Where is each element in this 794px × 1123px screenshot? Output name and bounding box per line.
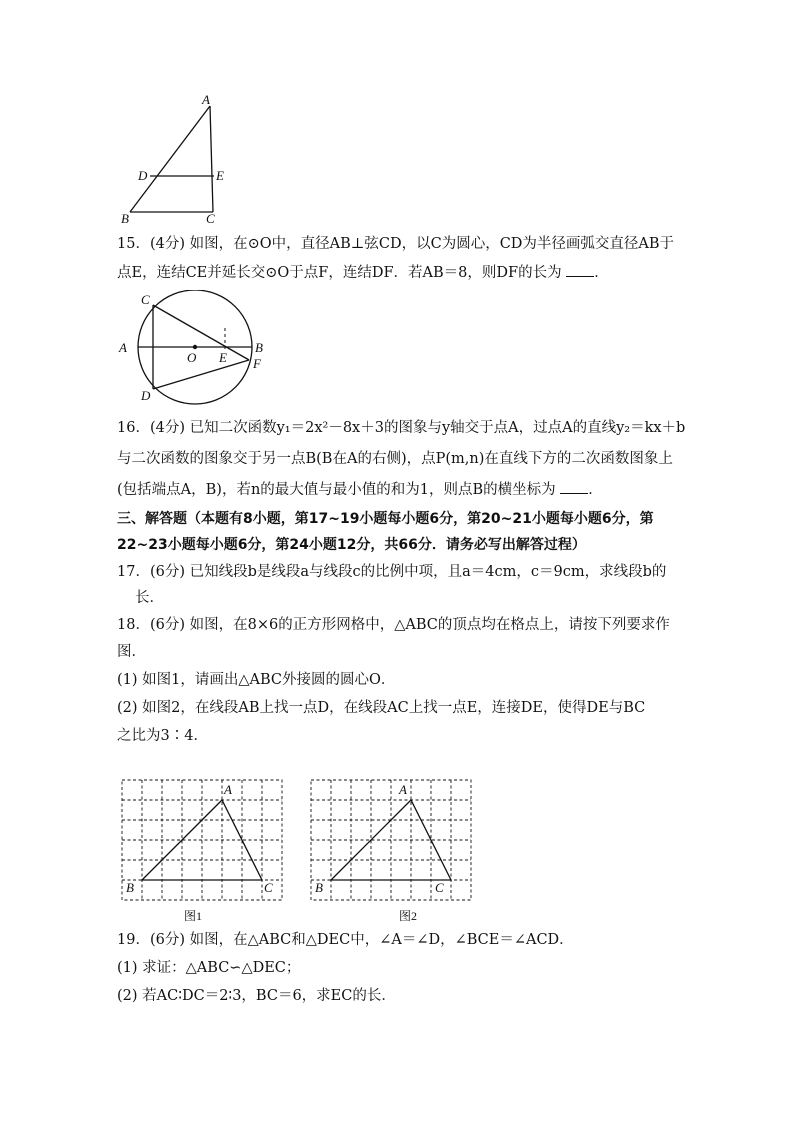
grid2-label-a: A	[399, 782, 407, 797]
fig2-caption: 图2	[399, 909, 418, 923]
circle-figure	[115, 290, 275, 410]
q16-end: ．	[588, 482, 603, 498]
fig14-label-b: B	[121, 211, 129, 226]
q18-line1: 18．(6分) 如图，在8×6的正方形网格中，△ABC的顶点均在格点上，请按下列要求作	[117, 617, 670, 633]
fig15-label-a: A	[119, 340, 127, 355]
section3-line2: 22~23小题每小题6分，第24小题12分，共66分．请务必写出解答过程）	[117, 537, 586, 553]
grid1-label-b: B	[126, 880, 134, 895]
q18-part2b: 之比为3∶4．	[117, 728, 208, 744]
q16-line1: 16．(4分) 已知二次函数y₁＝2x²－8x＋3的图象与y轴交于点A，过点A的直线y₂＝kx＋b	[117, 420, 686, 436]
q15-line1: 15．(4分) 如图，在⊙O中，直径AB⊥弦CD，以C为圆心，CD为半径画弧交直径AB于	[117, 236, 675, 252]
q16-line3	[117, 479, 603, 500]
q17-line2: 长．	[135, 590, 164, 606]
triangle-figure	[110, 90, 240, 230]
grid-figure-1	[118, 776, 288, 926]
fig14-label-c: C	[206, 211, 215, 226]
fig14-label-e: E	[216, 168, 224, 183]
q15-answer-blank[interactable]	[566, 262, 594, 277]
q15-line2-text: 点E，连结CE并延长交⊙O于点F，连结DF．若AB＝8，则DF的长为	[117, 265, 562, 281]
grid2-label-b: B	[315, 880, 323, 895]
q16-line3-text: (包括端点A，B)，若n的最大值与最小值的和为1，则点B的横坐标为	[117, 482, 556, 498]
fig14-label-d: D	[138, 168, 148, 183]
q18-part2a: (2) 如图2，在线段AB上找一点D，在线段AC上找一点E，连接DE，使得DE与BC	[117, 700, 646, 716]
q18-part1: (1) 如图1，请画出△ABC外接圆的圆心O．	[117, 672, 396, 688]
grid1-label-a: A	[224, 782, 232, 797]
fig14-label-a: A	[202, 92, 210, 107]
grid1-label-c: C	[264, 880, 273, 895]
q16-line2: 与二次函数的图象交于另一点B(B在A的右侧)，点P(m,n)在直线下方的二次函数图象上	[117, 451, 673, 467]
section3-line1: 三、解答题（本题有8小题，第17~19小题每小题6分，第20~21小题每小题6分，第	[117, 511, 654, 527]
fig15-label-b: B	[255, 340, 263, 355]
q15-end: ．	[594, 265, 609, 281]
q18-line2: 图．	[117, 644, 146, 660]
fig15-label-f: F	[253, 356, 261, 371]
q19-part1: (1) 求证：△ABC∽△DEC；	[117, 960, 301, 976]
fig15-label-c: C	[141, 292, 150, 307]
q19-line1: 19．(6分) 如图，在△ABC和△DEC中，∠A＝∠D，∠BCE＝∠ACD．	[117, 932, 574, 948]
fig1-caption: 图1	[184, 909, 203, 923]
fig15-label-d: D	[141, 388, 151, 403]
q19-part2: (2) 若AC∶DC＝2∶3，BC＝6，求EC的长．	[117, 988, 396, 1004]
q15-line2	[117, 262, 609, 283]
fig15-label-e: E	[219, 350, 227, 365]
q17-line1: 17．(6分) 已知线段b是线段a与线段c的比例中项，且a＝4cm，c＝9cm，求线段b的	[117, 564, 667, 580]
fig15-label-o: O	[187, 350, 197, 365]
grid-figure-2	[307, 776, 477, 926]
grid2-label-c: C	[435, 880, 444, 895]
q16-answer-blank[interactable]	[560, 479, 588, 494]
